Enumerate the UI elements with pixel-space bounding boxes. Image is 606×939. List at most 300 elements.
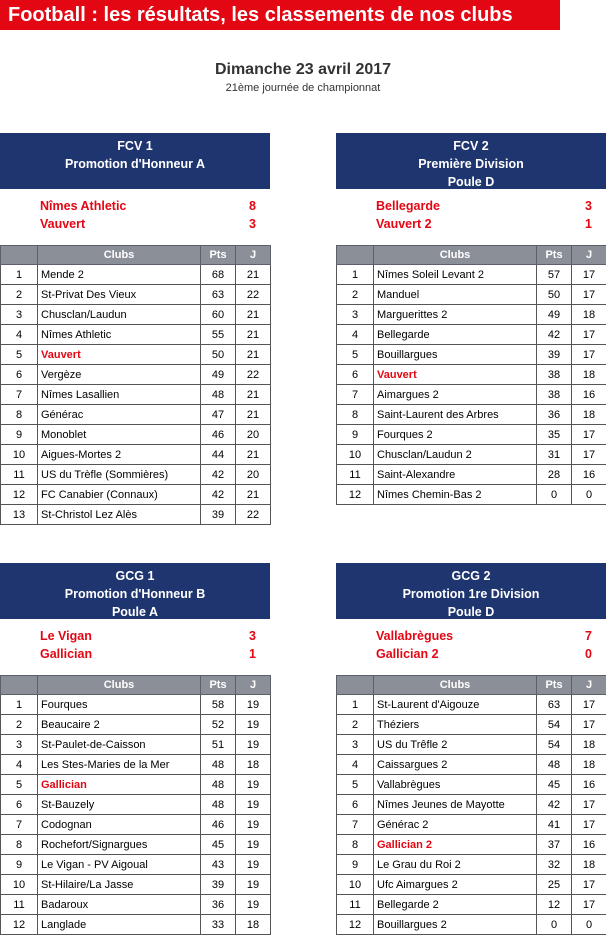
division-name: Promotion d'Honneur A <box>65 157 205 171</box>
rank-cell: 6 <box>1 795 38 815</box>
points-cell: 45 <box>537 775 572 795</box>
table-row <box>1 835 271 855</box>
club-cell: FC Canabier (Connaux) <box>38 485 201 505</box>
rank-cell: 2 <box>1 715 38 735</box>
table-row <box>337 425 606 445</box>
played-cell: 16 <box>572 835 606 855</box>
points-cell: 36 <box>537 405 572 425</box>
rank-cell: 1 <box>1 695 38 715</box>
team-name: GCG 1 <box>115 569 155 583</box>
rank-cell: 5 <box>337 775 374 795</box>
table-row <box>337 345 606 365</box>
club-cell: Aigues-Mortes 2 <box>38 445 201 465</box>
played-cell: 19 <box>236 895 271 915</box>
club-cell: Chusclan/Laudun 2 <box>374 445 537 465</box>
table-row <box>1 795 271 815</box>
rank-cell: 9 <box>337 425 374 445</box>
table-row <box>1 465 271 485</box>
rank-cell: 12 <box>337 915 374 935</box>
played-cell: 17 <box>572 345 606 365</box>
table-row <box>337 715 606 735</box>
rank-cell: 1 <box>337 695 374 715</box>
table-row <box>1 755 271 775</box>
result-row <box>40 215 256 233</box>
table-row <box>337 465 606 485</box>
club-cell: St-Laurent d'Aigouze <box>374 695 537 715</box>
played-cell: 18 <box>572 735 606 755</box>
table-row <box>1 505 271 525</box>
rank-cell: 4 <box>1 325 38 345</box>
championship-round: 21ème journée de championnat <box>225 82 381 94</box>
table-row <box>1 915 271 935</box>
col-pos-header <box>1 676 38 695</box>
club-cell: Saint-Laurent des Arbres <box>374 405 537 425</box>
table-row <box>337 795 606 815</box>
club-cell: Bellegarde <box>374 325 537 345</box>
played-cell: 18 <box>236 915 271 935</box>
club-cell: Bouillargues 2 <box>374 915 537 935</box>
table-row <box>337 695 606 715</box>
club-cell: Nîmes Soleil Levant 2 <box>374 265 537 285</box>
points-cell: 42 <box>537 325 572 345</box>
played-cell: 18 <box>572 755 606 775</box>
points-cell: 45 <box>201 835 236 855</box>
col-clubs-header: Clubs <box>374 676 537 695</box>
table-row <box>337 485 606 505</box>
points-cell: 35 <box>537 425 572 445</box>
club-cell: St-Paulet-de-Caisson <box>38 735 201 755</box>
table-header-row <box>1 676 271 695</box>
block-header <box>336 133 606 189</box>
club-cell: Caissargues 2 <box>374 755 537 775</box>
played-cell: 19 <box>236 875 271 895</box>
result-row <box>376 197 592 215</box>
table-row <box>1 485 271 505</box>
poule-name: Poule D <box>447 605 495 619</box>
points-cell: 12 <box>537 895 572 915</box>
rank-cell: 12 <box>337 485 374 505</box>
rank-cell: 7 <box>1 815 38 835</box>
points-cell: 42 <box>537 795 572 815</box>
col-j-header: J <box>236 676 271 695</box>
played-cell: 19 <box>236 855 271 875</box>
club-cell: Gallician <box>38 775 201 795</box>
rank-cell: 8 <box>337 405 374 425</box>
played-cell: 17 <box>572 875 606 895</box>
rank-cell: 4 <box>337 325 374 345</box>
table-row <box>337 735 606 755</box>
poule-name: Poule A <box>111 605 159 619</box>
table-row <box>337 895 606 915</box>
rank-cell: 9 <box>1 855 38 875</box>
rank-cell: 12 <box>1 915 38 935</box>
result-goals: 1 <box>585 217 592 231</box>
rank-cell: 1 <box>337 265 374 285</box>
rank-cell: 11 <box>337 465 374 485</box>
club-cell: St-Hilaire/La Jasse <box>38 875 201 895</box>
rank-cell: 9 <box>1 425 38 445</box>
match-result <box>336 197 606 233</box>
table-row <box>337 855 606 875</box>
club-cell: Les Stes-Maries de la Mer <box>38 755 201 775</box>
result-row <box>376 645 592 663</box>
division-name: Promotion 1re Division <box>402 587 540 601</box>
points-cell: 0 <box>537 915 572 935</box>
club-cell: Le Grau du Roi 2 <box>374 855 537 875</box>
points-cell: 47 <box>201 405 236 425</box>
rank-cell: 8 <box>337 835 374 855</box>
result-team: Nîmes Athletic <box>40 199 127 213</box>
rank-cell: 10 <box>337 875 374 895</box>
rank-cell: 2 <box>337 285 374 305</box>
table-row <box>337 875 606 895</box>
match-result <box>336 627 606 663</box>
points-cell: 48 <box>201 795 236 815</box>
played-cell: 22 <box>236 285 271 305</box>
played-cell: 21 <box>236 405 271 425</box>
club-cell: Gallician 2 <box>374 835 537 855</box>
table-row <box>337 775 606 795</box>
block-header <box>0 563 270 619</box>
table-row <box>1 715 271 735</box>
played-cell: 16 <box>572 775 606 795</box>
points-cell: 25 <box>537 875 572 895</box>
played-cell: 17 <box>572 795 606 815</box>
club-cell: Saint-Alexandre <box>374 465 537 485</box>
points-cell: 55 <box>201 325 236 345</box>
rank-cell: 11 <box>337 895 374 915</box>
standings-table <box>0 245 271 525</box>
rank-cell: 4 <box>337 755 374 775</box>
club-cell: Nîmes Chemin-Bas 2 <box>374 485 537 505</box>
division-name: Première Division <box>418 157 524 171</box>
match-result <box>0 627 270 663</box>
table-row <box>1 815 271 835</box>
club-cell: Générac <box>38 405 201 425</box>
result-team: Bellegarde <box>376 199 440 213</box>
points-cell: 43 <box>201 855 236 875</box>
points-cell: 68 <box>201 265 236 285</box>
points-cell: 39 <box>537 345 572 365</box>
rank-cell: 10 <box>337 445 374 465</box>
points-cell: 58 <box>201 695 236 715</box>
played-cell: 19 <box>236 815 271 835</box>
rank-cell: 13 <box>1 505 38 525</box>
result-team: Vallabrègues <box>376 629 454 643</box>
table-row <box>1 345 271 365</box>
col-clubs-header: Clubs <box>38 246 201 265</box>
col-j-header: J <box>572 676 606 695</box>
result-row <box>40 645 256 663</box>
standings-table <box>336 245 606 505</box>
played-cell: 17 <box>572 445 606 465</box>
club-cell: Bouillargues <box>374 345 537 365</box>
table-row <box>1 895 271 915</box>
result-row <box>40 197 256 215</box>
club-cell: Nîmes Athletic <box>38 325 201 345</box>
result-goals: 3 <box>249 217 256 231</box>
col-clubs-header: Clubs <box>38 676 201 695</box>
result-row <box>376 627 592 645</box>
table-header-row <box>337 676 606 695</box>
rank-cell: 6 <box>337 365 374 385</box>
points-cell: 48 <box>201 755 236 775</box>
block-header <box>0 133 270 189</box>
result-goals: 7 <box>585 629 592 643</box>
points-cell: 46 <box>201 425 236 445</box>
rank-cell: 3 <box>1 735 38 755</box>
club-cell: Vergèze <box>38 365 201 385</box>
page-banner: Football : les résultats, les classements de nos clubs <box>0 0 560 30</box>
played-cell: 17 <box>572 715 606 735</box>
club-cell: St-Privat Des Vieux <box>38 285 201 305</box>
rank-cell: 2 <box>337 715 374 735</box>
played-cell: 18 <box>572 405 606 425</box>
club-cell: Le Vigan - PV Aigoual <box>38 855 201 875</box>
points-cell: 28 <box>537 465 572 485</box>
played-cell: 18 <box>236 755 271 775</box>
col-pts-header: Pts <box>201 246 236 265</box>
played-cell: 19 <box>236 735 271 755</box>
played-cell: 22 <box>236 505 271 525</box>
played-cell: 19 <box>236 715 271 735</box>
standings-block <box>0 133 270 525</box>
played-cell: 19 <box>236 695 271 715</box>
rank-cell: 6 <box>337 795 374 815</box>
poule-name: Poule D <box>447 175 495 189</box>
standings-table <box>336 675 606 935</box>
table-row <box>337 325 606 345</box>
club-cell: Générac 2 <box>374 815 537 835</box>
table-row <box>1 305 271 325</box>
team-name: GCG 2 <box>451 569 491 583</box>
played-cell: 17 <box>572 695 606 715</box>
played-cell: 17 <box>572 325 606 345</box>
played-cell: 17 <box>572 285 606 305</box>
rank-cell: 3 <box>1 305 38 325</box>
table-header-row <box>1 246 271 265</box>
club-cell: Théziers <box>374 715 537 735</box>
table-row <box>337 385 606 405</box>
played-cell: 17 <box>572 815 606 835</box>
rank-cell: 7 <box>1 385 38 405</box>
points-cell: 63 <box>201 285 236 305</box>
standings-table <box>0 675 271 935</box>
club-cell: US du Trêfle 2 <box>374 735 537 755</box>
table-row <box>1 425 271 445</box>
result-team: Vauvert 2 <box>376 217 432 231</box>
played-cell: 19 <box>236 835 271 855</box>
rank-cell: 8 <box>1 405 38 425</box>
col-pos-header <box>337 246 374 265</box>
club-cell: Fourques 2 <box>374 425 537 445</box>
table-row <box>1 385 271 405</box>
team-name: FCV 1 <box>117 139 153 153</box>
rank-cell: 12 <box>1 485 38 505</box>
rank-cell: 10 <box>1 875 38 895</box>
table-row <box>1 695 271 715</box>
club-cell: Nîmes Jeunes de Mayotte <box>374 795 537 815</box>
team-name: FCV 2 <box>453 139 489 153</box>
rank-cell: 2 <box>1 285 38 305</box>
col-clubs-header: Clubs <box>374 246 537 265</box>
standings-block <box>0 563 270 935</box>
rank-cell: 7 <box>337 385 374 405</box>
col-pts-header: Pts <box>201 676 236 695</box>
col-j-header: J <box>236 246 271 265</box>
table-row <box>337 305 606 325</box>
rank-cell: 5 <box>1 775 38 795</box>
played-cell: 0 <box>572 485 606 505</box>
rank-cell: 11 <box>1 465 38 485</box>
table-row <box>1 325 271 345</box>
played-cell: 19 <box>236 775 271 795</box>
col-pos-header <box>337 676 374 695</box>
points-cell: 49 <box>537 305 572 325</box>
played-cell: 21 <box>236 265 271 285</box>
result-goals: 0 <box>585 647 592 661</box>
col-pts-header: Pts <box>537 246 572 265</box>
played-cell: 21 <box>236 485 271 505</box>
points-cell: 50 <box>537 285 572 305</box>
points-cell: 38 <box>537 385 572 405</box>
rank-cell: 4 <box>1 755 38 775</box>
club-cell: Fourques <box>38 695 201 715</box>
points-cell: 31 <box>537 445 572 465</box>
table-row <box>337 755 606 775</box>
played-cell: 20 <box>236 465 271 485</box>
table-row <box>337 285 606 305</box>
club-cell: Badaroux <box>38 895 201 915</box>
points-cell: 48 <box>201 775 236 795</box>
points-cell: 33 <box>201 915 236 935</box>
result-goals: 8 <box>249 199 256 213</box>
club-cell: Ufc Aimargues 2 <box>374 875 537 895</box>
points-cell: 37 <box>537 835 572 855</box>
played-cell: 21 <box>236 445 271 465</box>
rank-cell: 10 <box>1 445 38 465</box>
table-row <box>337 815 606 835</box>
rank-cell: 8 <box>1 835 38 855</box>
result-row <box>40 627 256 645</box>
played-cell: 17 <box>572 895 606 915</box>
club-cell: Codognan <box>38 815 201 835</box>
points-cell: 54 <box>537 735 572 755</box>
club-cell: Langlade <box>38 915 201 935</box>
match-result <box>0 197 270 233</box>
result-goals: 3 <box>585 199 592 213</box>
standings-block <box>336 563 606 935</box>
points-cell: 41 <box>537 815 572 835</box>
rank-cell: 3 <box>337 735 374 755</box>
points-cell: 42 <box>201 465 236 485</box>
table-row <box>1 855 271 875</box>
table-row <box>1 445 271 465</box>
col-j-header: J <box>572 246 606 265</box>
rank-cell: 5 <box>337 345 374 365</box>
table-row <box>1 875 271 895</box>
points-cell: 32 <box>537 855 572 875</box>
points-cell: 39 <box>201 505 236 525</box>
club-cell: Monoblet <box>38 425 201 445</box>
played-cell: 18 <box>572 855 606 875</box>
points-cell: 48 <box>537 755 572 775</box>
result-team: Le Vigan <box>40 629 92 643</box>
played-cell: 21 <box>236 385 271 405</box>
rank-cell: 9 <box>337 855 374 875</box>
table-row <box>1 405 271 425</box>
played-cell: 18 <box>572 305 606 325</box>
division-name: Promotion d'Honneur B <box>64 587 206 601</box>
table-row <box>337 445 606 465</box>
table-row <box>337 265 606 285</box>
rank-cell: 6 <box>1 365 38 385</box>
table-row <box>1 365 271 385</box>
points-cell: 39 <box>201 875 236 895</box>
table-row <box>1 265 271 285</box>
points-cell: 36 <box>201 895 236 915</box>
table-row <box>1 285 271 305</box>
col-pos-header <box>1 246 38 265</box>
points-cell: 51 <box>201 735 236 755</box>
played-cell: 17 <box>572 425 606 445</box>
block-header <box>336 563 606 619</box>
rank-cell: 11 <box>1 895 38 915</box>
club-cell: Nîmes Lasallien <box>38 385 201 405</box>
points-cell: 63 <box>537 695 572 715</box>
club-cell: US du Trèfle (Sommières) <box>38 465 201 485</box>
points-cell: 52 <box>201 715 236 735</box>
points-cell: 57 <box>537 265 572 285</box>
club-cell: Marguerittes 2 <box>374 305 537 325</box>
result-team: Gallician 2 <box>376 647 439 661</box>
points-cell: 48 <box>201 385 236 405</box>
table-row <box>337 405 606 425</box>
rank-cell: 5 <box>1 345 38 365</box>
match-date: Dimanche 23 avril 2017 <box>214 61 392 78</box>
points-cell: 38 <box>537 365 572 385</box>
played-cell: 17 <box>572 265 606 285</box>
col-pts-header: Pts <box>537 676 572 695</box>
points-cell: 0 <box>537 485 572 505</box>
table-row <box>337 365 606 385</box>
club-cell: Mende 2 <box>38 265 201 285</box>
club-cell: St-Christol Lez Alès <box>38 505 201 525</box>
played-cell: 21 <box>236 345 271 365</box>
club-cell: Beaucaire 2 <box>38 715 201 735</box>
played-cell: 16 <box>572 465 606 485</box>
points-cell: 60 <box>201 305 236 325</box>
result-row <box>376 215 592 233</box>
played-cell: 19 <box>236 795 271 815</box>
result-team: Gallician <box>40 647 93 661</box>
played-cell: 21 <box>236 325 271 345</box>
played-cell: 20 <box>236 425 271 445</box>
result-goals: 3 <box>249 629 256 643</box>
result-goals: 1 <box>249 647 256 661</box>
played-cell: 21 <box>236 305 271 325</box>
table-row <box>1 735 271 755</box>
result-team: Vauvert <box>40 217 86 231</box>
table-row <box>337 915 606 935</box>
points-cell: 49 <box>201 365 236 385</box>
club-cell: Vallabrègues <box>374 775 537 795</box>
club-cell: Bellegarde 2 <box>374 895 537 915</box>
club-cell: Vauvert <box>374 365 537 385</box>
table-row <box>1 775 271 795</box>
played-cell: 0 <box>572 915 606 935</box>
points-cell: 54 <box>537 715 572 735</box>
